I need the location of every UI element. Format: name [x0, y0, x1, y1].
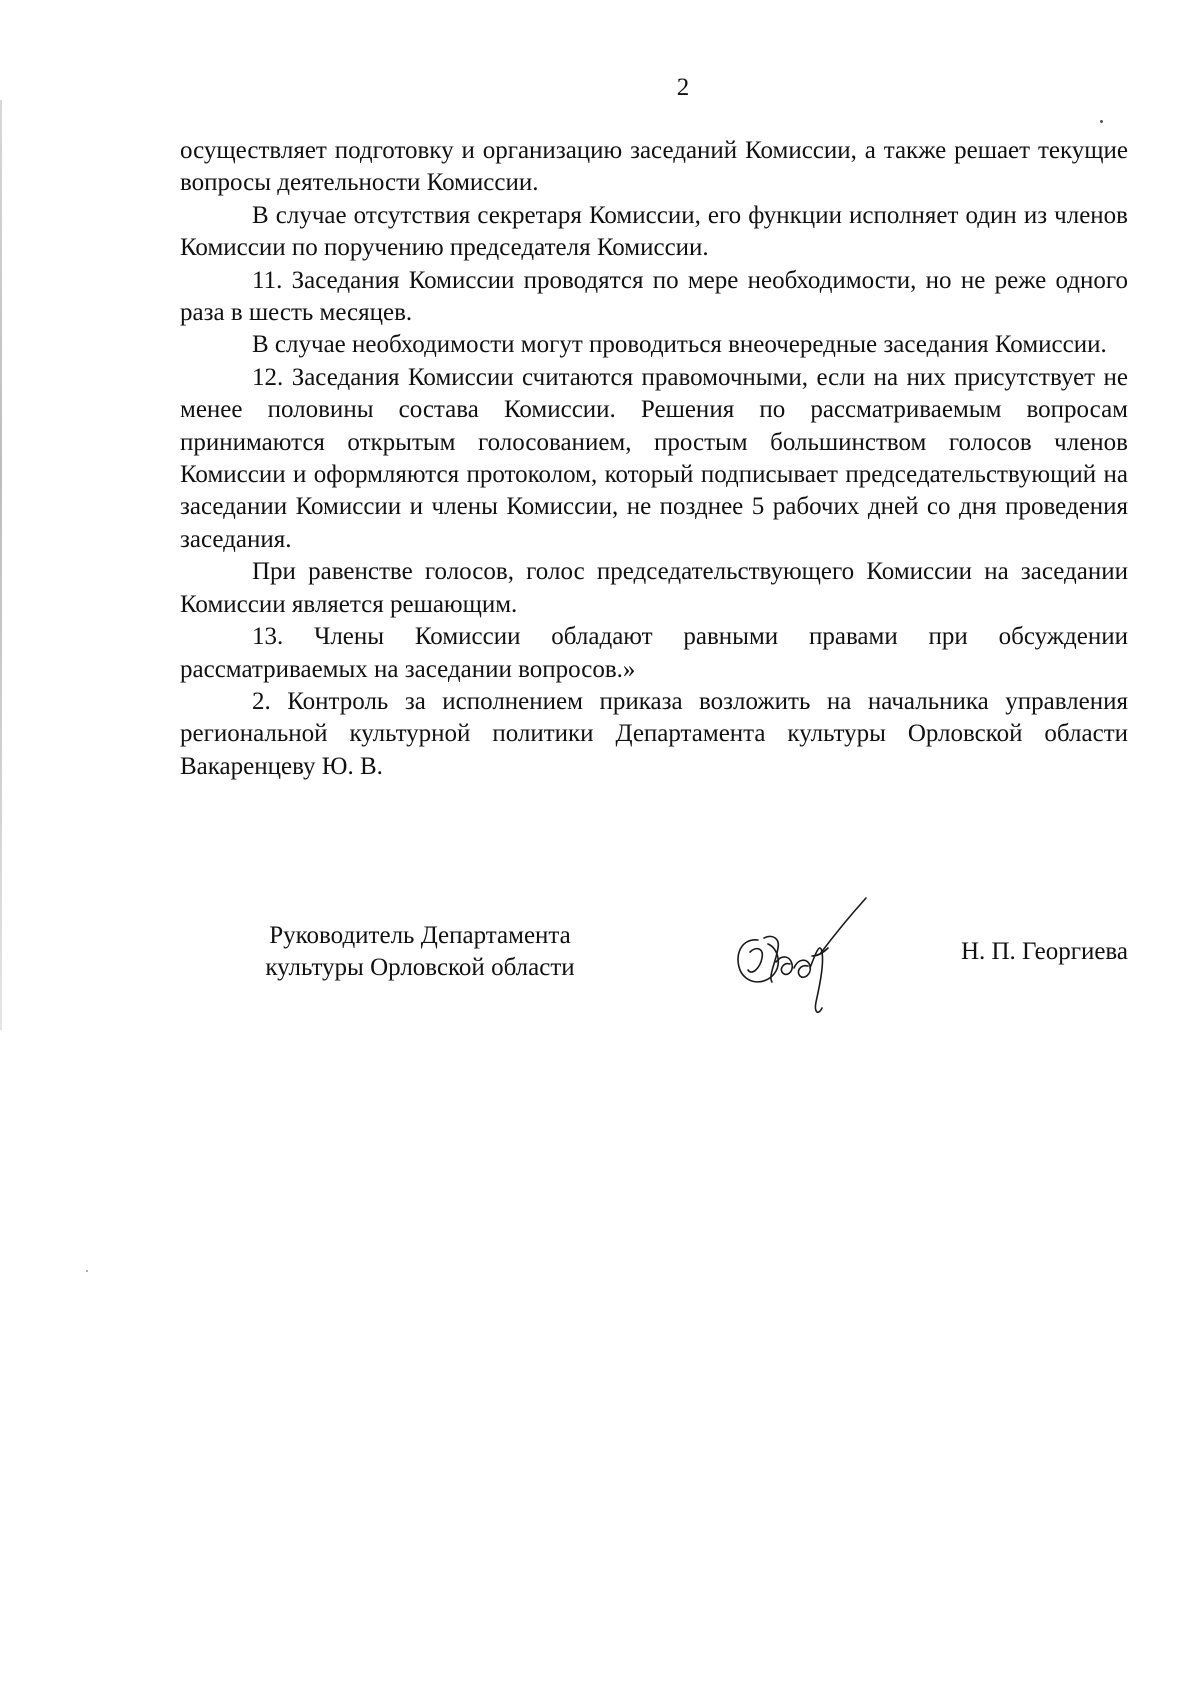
signer-name: Н. П. Георгиева: [960, 938, 1128, 965]
paragraph-8: 2. Контроль за исполнением приказа возложить на начальника управления региональной культурной политики Департамента культуры Орловской области Вакаренцеву Ю. В.: [180, 687, 1128, 780]
signer-title-line-2: культуры Орловской области: [265, 954, 575, 982]
scan-speck: [1100, 120, 1103, 123]
signer-title: [240, 920, 600, 985]
paragraph-3: 11. Заседания Комиссии проводятся по мере необходимости, но не реже одного раза в шесть месяцев.: [180, 266, 1128, 327]
scan-speck: [86, 1270, 88, 1272]
document-body: [180, 135, 1128, 783]
signer-title-line-1: Руководитель Департамента: [269, 922, 571, 949]
paragraph-2: В случае отсутствия секретаря Комиссии, его функции исполняет один из членов Комиссии по поручению председателя Комиссии.: [180, 201, 1128, 262]
page-number: 2: [676, 74, 690, 101]
handwritten-signature-icon: [720, 892, 890, 1032]
paragraph-5: 12. Заседания Комиссии считаются правомочными, если на них присутствует не менее половины состава Комиссии. Решения по рассматриваемым вопросам принимаются открытым голосованием, простым большинством голосов членов Комиссии и оформляются протоколом, который подписывает председательствующий на заседании Комиссии и члены Комиссии, не позднее 5 рабочих дней со дня проведения заседания.: [180, 363, 1128, 553]
scan-edge-shadow: [0, 100, 2, 1030]
paragraph-1: осуществляет подготовку и организацию заседаний Комиссии, а также решает текущие вопросы деятельности Комиссии.: [180, 137, 1128, 197]
paragraph-7: 13. Члены Комиссии обладают равными правами при обсуждении рассматриваемых на заседании вопросов.»: [180, 623, 1128, 683]
paragraph-6: При равенстве голосов, голос председательствующего Комиссии на заседании Комиссии является решающим.: [180, 558, 1128, 618]
signature-block: [180, 912, 1128, 1042]
paragraph-4: В случае необходимости могут проводиться внеочередные заседания Комиссии.: [252, 331, 1107, 359]
